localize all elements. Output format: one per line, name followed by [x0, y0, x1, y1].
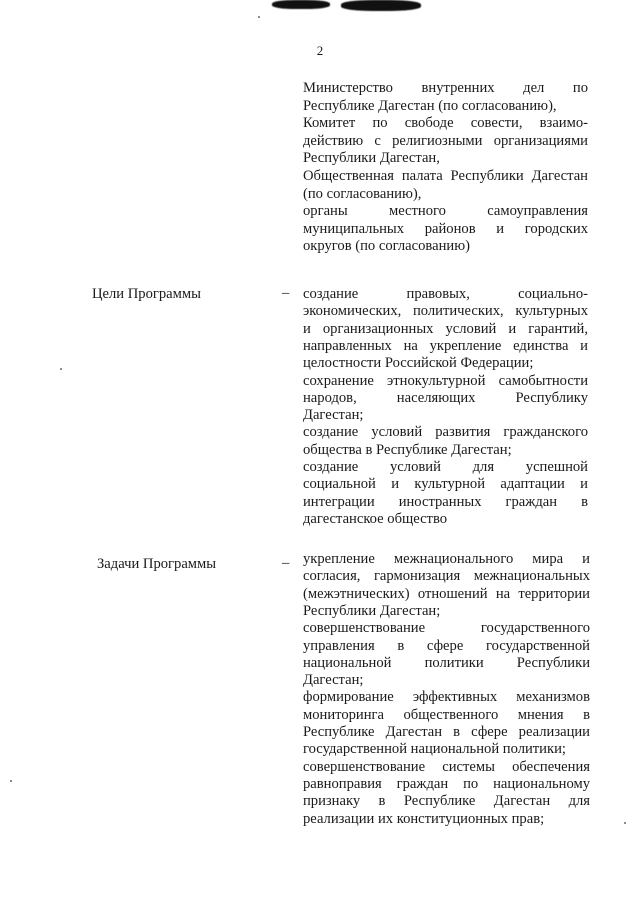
executor-line: Республики Дагестан, [303, 150, 440, 167]
goal-line: интеграции иностранных граждан в [303, 493, 588, 510]
scan-mark-right [341, 0, 421, 11]
executor-line: органы местного самоуправления [303, 203, 588, 220]
executor-line: Общественная палата Республики Дагестан [303, 168, 588, 184]
executor-line: муниципальных районов и городских [303, 220, 588, 237]
scan-mark-left [272, 0, 330, 9]
goal-line: направленных на укрепление единства и [303, 337, 588, 354]
task-line: совершенствование государственного [303, 620, 590, 637]
task-line: формирование эффективных механизмов [303, 689, 590, 706]
goals-label: Цели Программы [92, 286, 201, 302]
scan-speck [258, 16, 260, 18]
goal-line: Дагестан; [303, 407, 364, 424]
task-line: укрепление межнационального мира и [303, 551, 590, 567]
goal-line: создание условий развития гражданского [303, 424, 588, 441]
tasks-label: Задачи Программы [97, 556, 217, 572]
task-line: равноправия граждан по национальному [303, 775, 590, 792]
page-number: 2 [316, 43, 324, 58]
tasks-dash: – [282, 555, 290, 571]
executor-line: Министерство внутренних дел по [303, 80, 588, 96]
executor-line: (по согласованию), [303, 185, 422, 202]
goal-line: и организационных условий и гарантий, [303, 320, 588, 337]
executor-line: Комитет по свободе совести, взаимо- [303, 115, 588, 132]
task-line: государственной национальной политики; [303, 741, 566, 758]
scan-speck [10, 780, 12, 782]
scan-speck [624, 822, 626, 824]
task-line: Дагестан; [303, 672, 364, 689]
goal-line: создание условий для успешной [303, 459, 588, 475]
task-line: управления в сфере государственной [303, 637, 590, 654]
executor-line: действию с религиозными организациями [303, 132, 588, 149]
task-line: национальной политики Республики [303, 654, 590, 671]
goal-line: сохранение этнокультурной самобытности [303, 372, 588, 389]
task-line: Республики Дагестан; [303, 602, 441, 619]
goal-line: общества в Республике Дагестан; [303, 441, 512, 458]
goal-line: народов, населяющих Республику [303, 389, 588, 406]
goal-line: целостности Российской Федерации; [303, 355, 534, 372]
goals-dash: – [282, 285, 290, 301]
goal-line: социальной и культурной адаптации и [303, 476, 588, 493]
task-line: согласия, гармонизация межнациональных [303, 568, 590, 585]
task-line: Республике Дагестан в сфере реализации [303, 724, 590, 740]
task-line: реализации их конституционных прав; [303, 810, 545, 827]
task-line: мониторинга общественного мнения в [303, 706, 590, 723]
goal-line: экономических, политических, культурных [303, 303, 588, 320]
goal-line: создание правовых, социально- [303, 286, 588, 302]
task-line: признаку в Республике Дагестан для [303, 793, 590, 810]
scan-speck [60, 368, 62, 370]
executor-line: округов (по согласованию) [303, 238, 470, 255]
goal-line: дагестанское общество [303, 510, 448, 527]
executor-line: Республике Дагестан (по согласованию), [303, 97, 557, 114]
task-line: совершенствование системы обеспечения [303, 758, 590, 775]
task-line: (межэтнических) отношений на территории [303, 585, 590, 602]
